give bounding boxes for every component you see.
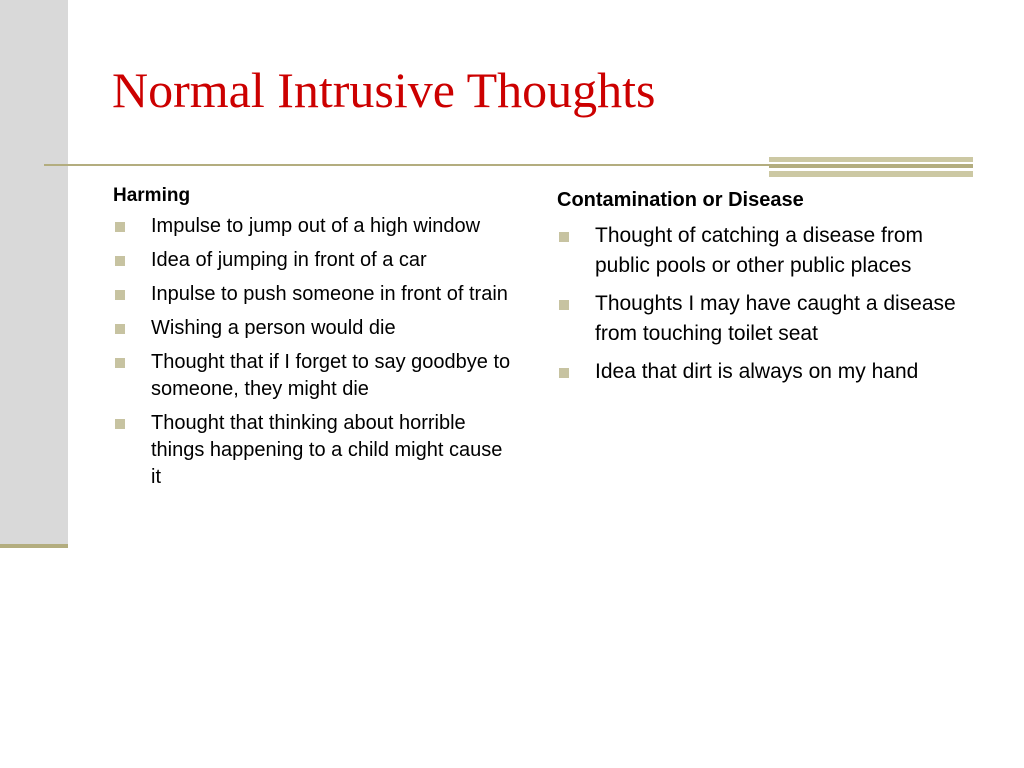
square-bullet-icon xyxy=(115,256,125,266)
accent-stripe xyxy=(769,171,973,177)
square-bullet-icon xyxy=(115,222,125,232)
square-bullet-icon xyxy=(115,324,125,334)
contamination-list xyxy=(557,221,977,387)
list-item-text: Thought that thinking about horrible things happening to a child might cause it xyxy=(151,412,503,488)
harming-column xyxy=(113,183,513,498)
list-item xyxy=(113,315,513,342)
square-bullet-icon xyxy=(115,358,125,368)
column-heading-contamination: Contamination or Disease xyxy=(557,189,804,211)
slide-title: Normal Intrusive Thoughts xyxy=(112,62,656,118)
list-item xyxy=(113,410,513,491)
square-bullet-icon xyxy=(115,419,125,429)
square-bullet-icon xyxy=(115,290,125,300)
list-item-text: Idea that dirt is always on my hand xyxy=(595,360,919,383)
list-item-text: Thought that if I forget to say goodbye to someone, they might die xyxy=(151,351,511,400)
accent-stripe xyxy=(769,164,973,168)
list-item-text: Wishing a person would die xyxy=(151,317,396,339)
list-item-text: Idea of jumping in front of a car xyxy=(151,249,427,271)
list-item xyxy=(113,349,513,403)
list-item xyxy=(113,213,513,240)
list-item xyxy=(113,281,513,308)
square-bullet-icon xyxy=(559,368,569,378)
list-item xyxy=(557,357,977,387)
square-bullet-icon xyxy=(559,300,569,310)
side-panel xyxy=(0,0,68,545)
list-item-text: Inpulse to push someone in front of train xyxy=(151,283,508,305)
title-divider xyxy=(44,164,769,166)
title-accent-stripes xyxy=(769,157,973,179)
list-item xyxy=(113,247,513,274)
column-heading-harming: Harming xyxy=(113,185,191,206)
side-panel-base-rule xyxy=(0,544,68,548)
square-bullet-icon xyxy=(559,232,569,242)
accent-stripe xyxy=(769,157,973,162)
list-item xyxy=(557,289,977,349)
list-item-text: Thought of catching a disease from public pools or other public places xyxy=(595,224,924,277)
contamination-column xyxy=(557,187,977,395)
list-item-text: Impulse to jump out of a high window xyxy=(151,215,481,237)
harming-list xyxy=(113,213,513,491)
list-item-text: Thoughts I may have caught a disease from touching toilet seat xyxy=(595,292,956,345)
list-item xyxy=(557,221,977,281)
